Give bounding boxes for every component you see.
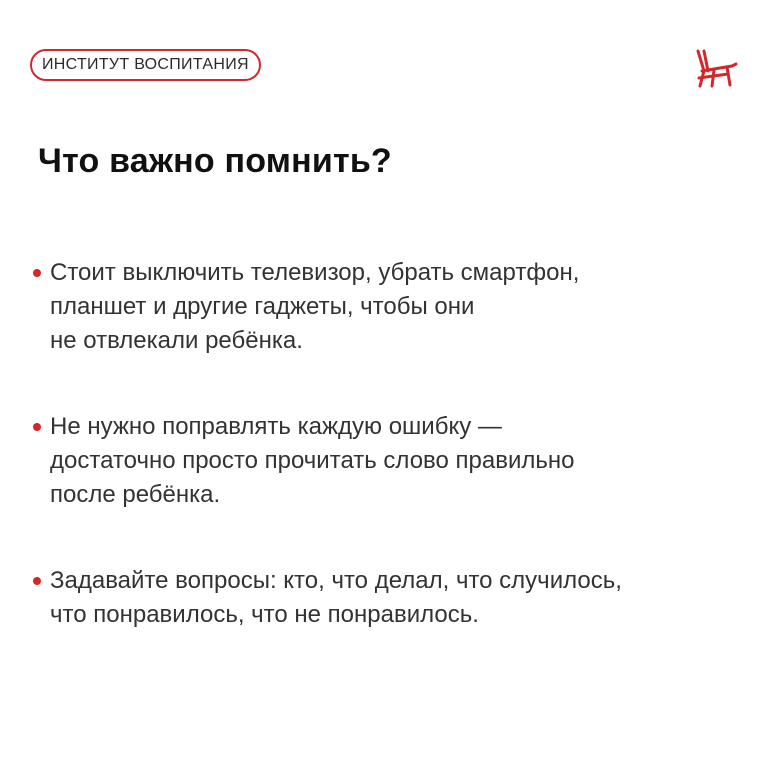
bullet-icon — [33, 577, 41, 585]
item-line: Не нужно поправлять каждую ошибку — — [50, 413, 502, 440]
page-title: Что важно помнить? — [38, 142, 392, 180]
bullet-icon — [33, 269, 41, 277]
item-line: Стоит выключить телевизор, убрать смартфон, — [50, 259, 580, 286]
item-line: Задавайте вопросы: кто, что делал, что случилось, — [50, 567, 622, 594]
item-line: планшет и другие гаджеты, чтобы они — [50, 293, 475, 320]
bullet-icon — [33, 423, 41, 431]
list-item — [30, 564, 760, 632]
badge-label: ИНСТИТУТ ВОСПИТАНИЯ — [42, 56, 249, 73]
list-item — [30, 256, 760, 358]
item-line: не отвлекали ребёнка. — [50, 327, 303, 354]
item-line: после ребёнка. — [50, 481, 221, 508]
institute-badge — [30, 49, 261, 81]
chair-logo-icon — [692, 47, 738, 89]
item-line: достаточно просто прочитать слово правильно — [50, 447, 575, 474]
item-line: что понравилось, что не понравилось. — [50, 601, 479, 628]
tips-list — [30, 256, 760, 632]
list-item — [30, 410, 760, 512]
